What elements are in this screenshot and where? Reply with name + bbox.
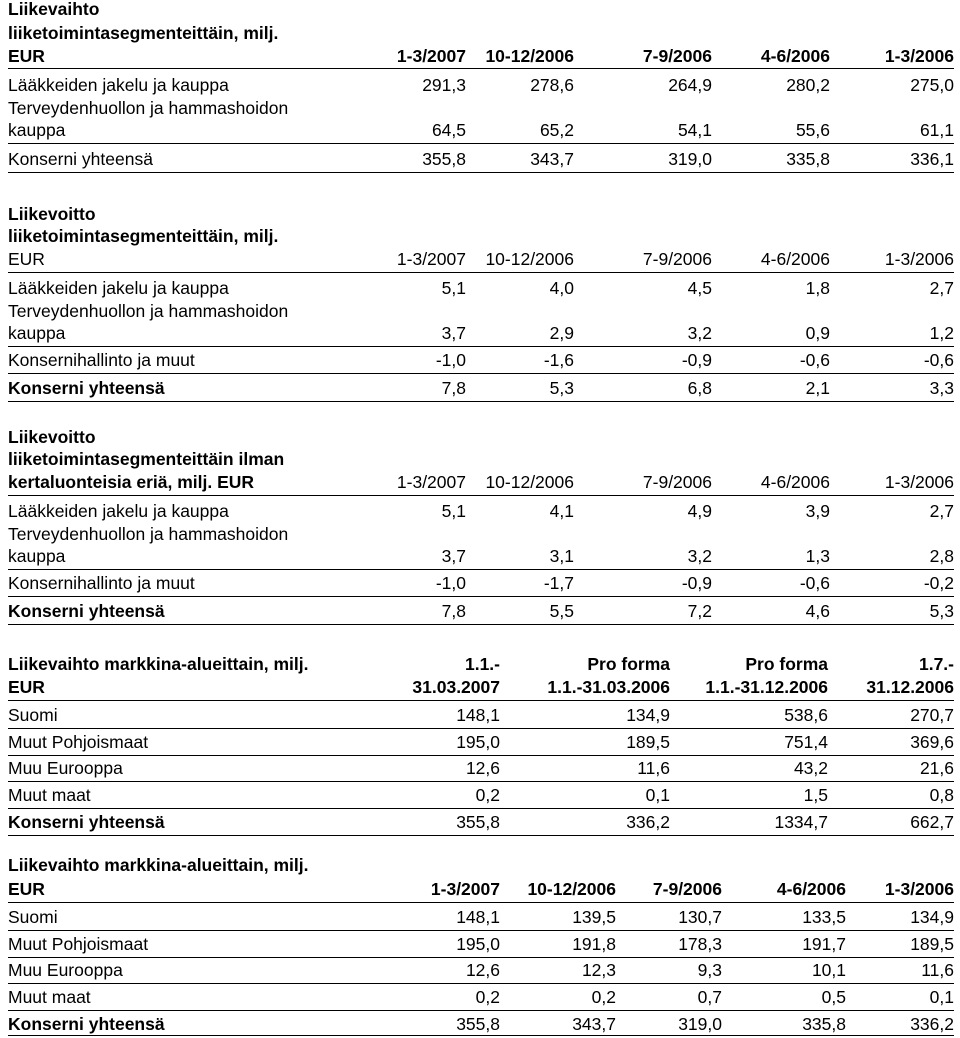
cell: 751,4 (784, 732, 828, 752)
row-rule (8, 373, 954, 374)
column-header: 1-3/2007 (430, 879, 500, 899)
cell: -0,6 (799, 350, 830, 370)
column-header: 4-6/2006 (760, 472, 830, 492)
cell: 0,2 (475, 785, 500, 805)
cell: 335,8 (802, 1014, 846, 1034)
cell: 7,8 (441, 378, 466, 398)
table-row (8, 957, 954, 983)
table-title: Liikevaihto (8, 0, 100, 19)
cell: 264,9 (668, 75, 712, 95)
cell: -1,0 (435, 350, 466, 370)
cell: 662,7 (910, 812, 954, 832)
cell: 0,7 (697, 987, 722, 1007)
column-header: 1-3/2007 (396, 472, 466, 492)
cell: 5,3 (549, 378, 574, 398)
cell: 148,1 (456, 907, 500, 927)
cell: 4,1 (549, 501, 574, 521)
cell: 336,1 (910, 149, 954, 169)
cell: 1,8 (805, 278, 830, 298)
column-header: 7-9/2006 (642, 472, 712, 492)
table-title: EUR (8, 46, 45, 66)
cell: 2,1 (805, 378, 830, 398)
row-label: Muut Pohjoismaat (8, 732, 149, 752)
cell: -0,9 (681, 573, 712, 593)
cell: 191,8 (572, 934, 616, 954)
row-label: Muut maat (8, 987, 91, 1007)
table-row-total (8, 1011, 954, 1037)
column-header: 10-12/2006 (485, 46, 574, 66)
row-label: Konsernihallinto ja muut (8, 573, 195, 593)
cell: 189,5 (626, 732, 670, 752)
cell: 3,3 (929, 378, 954, 398)
header-rule (8, 272, 954, 273)
row-label: Terveydenhuollon ja hammashoidon (8, 98, 289, 118)
column-header: 7-9/2006 (652, 879, 722, 899)
cell: 6,8 (687, 378, 712, 398)
table-title: EUR (8, 677, 45, 697)
cell: 130,7 (678, 907, 722, 927)
table-row (8, 570, 954, 596)
cell: 1,3 (805, 546, 830, 566)
cell: 195,0 (456, 934, 500, 954)
cell: -1,7 (543, 573, 574, 593)
table-row (8, 984, 954, 1010)
cell: 9,3 (697, 960, 722, 980)
row-rule (8, 624, 954, 625)
table-title: liiketoimintasegmenteittäin ilman (8, 449, 285, 469)
cell: 65,2 (539, 120, 574, 140)
row-label: Lääkkeiden jakelu ja kauppa (8, 75, 229, 95)
cell: 12,6 (465, 960, 500, 980)
cell: 291,3 (422, 75, 466, 95)
row-rule (8, 143, 954, 144)
cell: 3,7 (441, 546, 466, 566)
cell: 319,0 (668, 149, 712, 169)
cell: 2,8 (929, 546, 954, 566)
table-row (8, 755, 954, 781)
table-row (8, 320, 954, 346)
column-header: 10-12/2006 (527, 879, 616, 899)
column-header: 1.1.-31.03.2006 (547, 677, 670, 697)
cell: 11,6 (637, 758, 670, 778)
column-header: 1.7.- (918, 654, 954, 674)
cell: 355,8 (456, 812, 500, 832)
cell: 133,5 (802, 907, 846, 927)
table-row (8, 347, 954, 373)
cell: -0,6 (923, 350, 954, 370)
cell: 5,5 (549, 601, 574, 621)
column-header: 4-6/2006 (760, 46, 830, 66)
row-label: Suomi (8, 705, 58, 725)
cell: 3,7 (441, 323, 466, 343)
row-label: kauppa (8, 120, 66, 140)
cell: 335,8 (786, 149, 830, 169)
column-header: 1-3/2007 (396, 46, 466, 66)
cell: 369,6 (910, 732, 954, 752)
cell: 61,1 (919, 120, 954, 140)
table-row (8, 729, 954, 755)
cell: 0,9 (805, 323, 830, 343)
header-rule (8, 700, 954, 701)
row-label: Konserni yhteensä (8, 378, 165, 398)
column-header: 4-6/2006 (760, 249, 830, 269)
row-label: Konserni yhteensä (8, 601, 165, 621)
cell: 11,6 (921, 960, 954, 980)
cell: 3,9 (805, 501, 830, 521)
column-header: Pro forma (587, 654, 670, 674)
table-row-total (8, 375, 954, 401)
table-row-total (8, 598, 954, 624)
cell: 3,1 (549, 546, 574, 566)
cell: 134,9 (910, 907, 954, 927)
cell: 355,8 (456, 1014, 500, 1034)
row-rule (8, 835, 954, 836)
cell: 4,9 (687, 501, 712, 521)
row-rule (8, 401, 954, 402)
cell: 5,1 (441, 501, 466, 521)
row-rule (8, 1035, 954, 1036)
table-title: Liikevoitto (8, 427, 96, 447)
table-title: kertaluonteisia eriä, milj. EUR (8, 472, 255, 492)
column-header: 4-6/2006 (776, 879, 846, 899)
cell: 54,1 (677, 120, 712, 140)
row-label: Konserni yhteensä (8, 149, 153, 169)
row-label: Konserni yhteensä (8, 812, 165, 832)
cell: 2,9 (549, 323, 574, 343)
row-label: Terveydenhuollon ja hammashoidon (8, 301, 289, 321)
column-header: 1.1.- (464, 654, 500, 674)
row-label: Muu Eurooppa (8, 960, 123, 980)
cell: 343,7 (572, 1014, 616, 1034)
table-row-total (8, 809, 954, 835)
column-header: Pro forma (745, 654, 828, 674)
cell: 355,8 (422, 149, 466, 169)
header-rule (8, 902, 954, 903)
cell: 0,8 (929, 785, 954, 805)
cell: 4,0 (549, 278, 574, 298)
row-rule (8, 596, 954, 597)
column-header: 1-3/2007 (396, 249, 466, 269)
table-title: liiketoimintasegmenteittäin, milj. (8, 23, 279, 43)
cell: 343,7 (530, 149, 574, 169)
cell: 134,9 (626, 705, 670, 725)
row-label: Muu Eurooppa (8, 758, 123, 778)
cell: 4,6 (805, 601, 830, 621)
cell: 3,2 (687, 546, 712, 566)
row-label: Konserni yhteensä (8, 1014, 165, 1034)
cell: 319,0 (678, 1014, 722, 1034)
cell: 1334,7 (774, 812, 828, 832)
row-label: Terveydenhuollon ja hammashoidon (8, 524, 289, 544)
cell: 280,2 (786, 75, 830, 95)
cell: 1,2 (929, 323, 954, 343)
cell: 55,6 (795, 120, 830, 140)
cell: 7,2 (687, 601, 712, 621)
cell: 2,7 (929, 501, 954, 521)
cell: 0,2 (475, 987, 500, 1007)
table-row (8, 543, 954, 569)
cell: -0,6 (799, 573, 830, 593)
table-title: EUR (8, 249, 45, 269)
cell: 21,6 (919, 758, 954, 778)
column-header: 7-9/2006 (642, 249, 712, 269)
cell: -0,2 (923, 573, 954, 593)
table-title: Liikevaihto markkina-alueittain, milj. (8, 855, 309, 875)
cell: 275,0 (910, 75, 954, 95)
column-header: 1-3/2006 (884, 46, 954, 66)
cell: 1,5 (803, 785, 828, 805)
column-header: 1-3/2006 (884, 249, 954, 269)
row-label: Lääkkeiden jakelu ja kauppa (8, 278, 229, 298)
column-header: 31.12.2006 (866, 677, 954, 697)
cell: 178,3 (678, 934, 722, 954)
cell: 270,7 (910, 705, 954, 725)
row-rule (8, 172, 954, 173)
cell: 0,5 (821, 987, 846, 1007)
table-row (8, 931, 954, 957)
cell: 189,5 (910, 934, 954, 954)
cell: 7,8 (441, 601, 466, 621)
row-label: Suomi (8, 907, 58, 927)
cell: 5,1 (441, 278, 466, 298)
cell: 0,1 (645, 785, 670, 805)
table-row (8, 702, 954, 728)
cell: 278,6 (530, 75, 574, 95)
row-label: Muut Pohjoismaat (8, 934, 149, 954)
cell: 148,1 (456, 705, 500, 725)
cell: -1,6 (543, 350, 574, 370)
cell: 64,5 (431, 120, 466, 140)
header-rule (8, 495, 954, 496)
row-label: Lääkkeiden jakelu ja kauppa (8, 501, 229, 521)
cell: 12,6 (465, 758, 500, 778)
cell: 10,1 (811, 960, 846, 980)
table-title: Liikevaihto markkina-alueittain, milj. (8, 654, 309, 674)
cell: 336,2 (626, 812, 670, 832)
cell: 195,0 (456, 732, 500, 752)
cell: -1,0 (435, 573, 466, 593)
table-title: liiketoimintasegmenteittäin, milj. (8, 226, 279, 246)
table-row (8, 904, 954, 930)
cell: 0,1 (929, 987, 954, 1007)
cell: 139,5 (572, 907, 616, 927)
column-header: 1-3/2006 (884, 472, 954, 492)
table-title: EUR (8, 879, 45, 899)
cell: -0,9 (681, 350, 712, 370)
cell: 3,2 (687, 323, 712, 343)
cell: 43,2 (793, 758, 828, 778)
column-header: 7-9/2006 (642, 46, 712, 66)
cell: 538,6 (784, 705, 828, 725)
column-header: 10-12/2006 (485, 249, 574, 269)
header-rule (8, 68, 954, 69)
cell: 336,2 (910, 1014, 954, 1034)
cell: 0,2 (591, 987, 616, 1007)
row-label: Konsernihallinto ja muut (8, 350, 195, 370)
cell: 5,3 (929, 601, 954, 621)
row-label: kauppa (8, 546, 66, 566)
table-row (8, 146, 954, 172)
cell: 4,5 (687, 278, 712, 298)
cell: 191,7 (802, 934, 846, 954)
row-label: kauppa (8, 323, 66, 343)
column-header: 1.1.-31.12.2006 (705, 677, 828, 697)
cell: 12,3 (581, 960, 616, 980)
column-header: 31.03.2007 (412, 677, 500, 697)
table-title: Liikevoitto (8, 204, 96, 224)
column-header: 1-3/2006 (884, 879, 954, 899)
column-header: 10-12/2006 (485, 472, 574, 492)
row-label: Muut maat (8, 785, 91, 805)
table-row (8, 117, 954, 143)
table-row (8, 782, 954, 808)
cell: 2,7 (929, 278, 954, 298)
